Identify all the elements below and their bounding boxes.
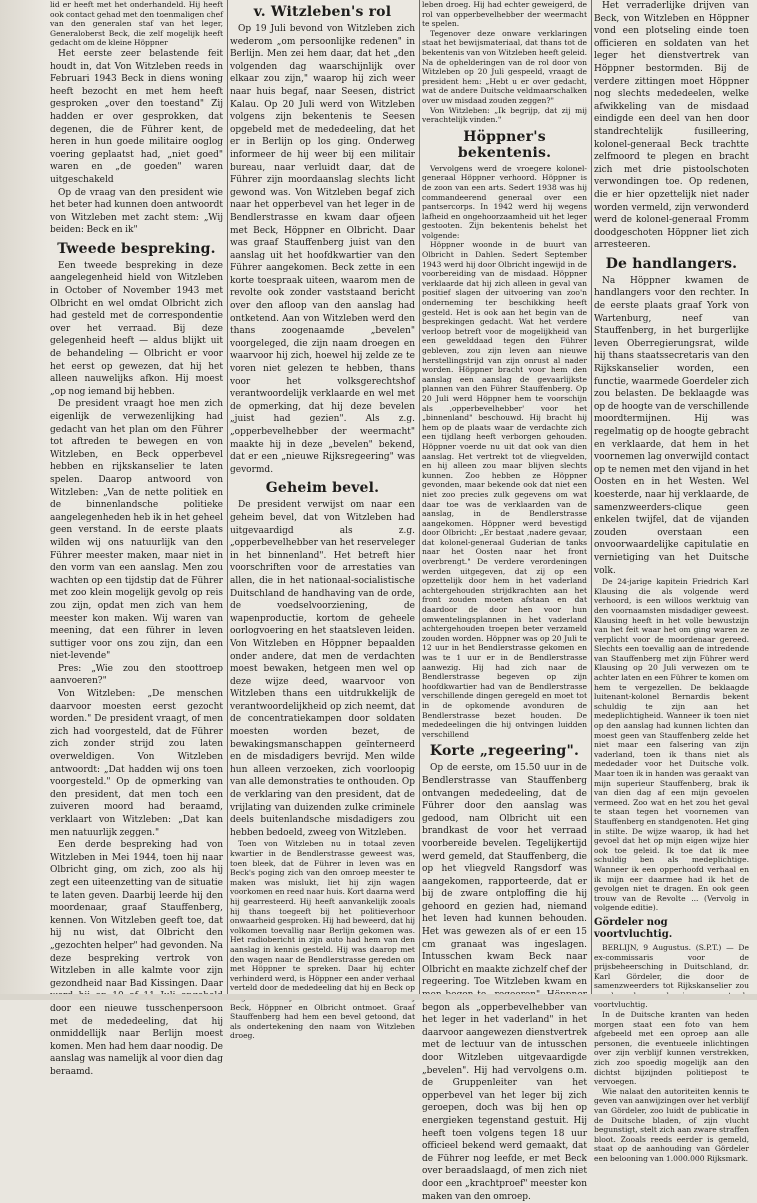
section-heading-handlangers: De handlangers. — [605, 255, 738, 272]
column-rule — [419, 0, 420, 1000]
article-paragraph: Op 19 Juli bevond von Witzleben zich wederom „om persoonlijke redenen" in Berlijn. Men zei hem daar, dat het „den volgenden dag waarschijnlijk over elkaar zou zijn," waarop hij zich weer naar huis begaf, naar Seesen, district Kalau. Op 20 Juli werd von Witzleben volgens zijn bekentenis te Seesen opgebeld met de mededeeling, dat het er in Berlijn op los ging. Onderweg informeer de hij weer bij een militair bureau, naar verluidt daar, dat de Führer zijn moordaanslag slechts licht gewond was. Von Witzleben begaf zich naar het opperbevel van het leger in de Bendlerstrasse en kwam daar ofjeen met Beck, Höppner en Olbricht. Daar was graaf Stauffenberg juist van den aanslag uit het hoofdkwartier van den Führer aangekomen. Beck zette in een korte toespraak uiteen, waarom men de revolte ook zonder vaststaand bericht over den afloop van den aanslag had ontketend. Aan von Witzleben werd den thans zoogenaamde „bevelen" voorgeleged, die zijn naam droegen en waarvoor hij zich, hoewel hij zelde ze te voren niet gelezen te hebben, thans voor het volksgerechtshof verantwoordelijk verklaarde en wel met de opmerking, dat hij deze bevelen „juist had gezien". Als z.g. „opperbevelhebber der weermacht" maakte hij in deze „bevelen" bekend, dat er een „nieuwe Rijksregeering" was gevormd. — [230, 24, 415, 475]
section-heading-korte-regeering: Korte „regeering". — [429, 743, 580, 760]
article-paragraph: Vervolgens werd de vroegere kolonel-generaal Höppner verhoord. Höppner is de zoon van een arts. Sedert 1938 was hij commandeerend generaal over een pantsercorps. In 1942 werd hij wegens lafheid en ongehoorzaamheid uit het leger gestooten. Zijn bekentenis behelst het volgende: — [422, 163, 587, 240]
article-paragraph: Het verraderlijke drijven van Beck, von Witzleben en Höppner vond een plotseling einde toen officieren en soldaten van het leger het dienstvertrek van Höppner bestormden. Bij de verdere zittingen moet Höppner nog slechts mededeelen, welke afwikkeling van de misdaad eindigde een deel van hen door standrechtelijk fusilleering, kolonel-generaal Beck trachtte zelfmoord te plegen en bracht zich met drie pistoolschoten verwondingen toe. Op redenen, die er hier opzettelijk niet nader worden vermeld, zijn verwonderd werd de kolonel-generaal Fromm doodgeschoten Höppner liet zich arresteeren. — [594, 1, 749, 251]
section-heading-geheim-bevel: Geheim bevel. — [265, 480, 380, 497]
article-paragraph: De president verwijst om naar een geheim bevel, dat von Witzleben had uitgevaardigd als z.g. „opperbevelhebber van het reserveleger in het binnenland". Het betreft hier voorschriften voor de arrestaties van allen, die in het nationaal-socialistische Duitschland de handhaving van de orde, de voedselvoorziening, de wapenproductie, kortom de geheele oorlogvoering en het staatsleven leiden. Von Witzleben en Höppner bepaalden onder andere, dat men de verdachten moest bewaken, hetgeen men wel op deze wijze deed, waarvoor von Witzleben thans een uitdrukkelijk de verantwoordelijkheid op zich neemt, dat de concentratiekampen door soldaten moesten worden bezet, de bewakingsmanschappen geïnterneerd en de misdadigers bevrijd. Men wilde hun alleen verzoeken, zich voorloopig van alle demonstraties te onthouden. Op de verklaring van den president, dat de vrijlating van duizenden zulke criminele deels buitenlandsche misdadigers zou hebben bedoeld, zweeg von Witzleben. — [230, 500, 415, 838]
article-paragraph: Höppner woonde in de buurt van Olbricht in Dahlen. Sedert September 1943 werd hij door Olbricht ingewijd in de voorbereiding van de misdaad. Höppner verklaarde dat hij zich alleen in geval van positief slagen der uitvoering van zoo'n onderneming ter beschikking heeft gesteld. Het is ook aan het begin van de besprekingen gedacht. Wat het verdere verloop betreft voor de mogelijkheid van een gewelddaad tegen den Führer gebleven, zou zijn leven aan nieuwe herstellingstrijd van zijn onrust al nader worden. Höppner bracht voor hem den aanslag een aanslag de gevaarlijkste plannen van den Führer Stauffenberg. Op 20 Juli werd Höppner hem te voorschijn als ‚opperbevelhebber' voor het „binnenland" beschouwd. Hij bracht hij hem op de plaats waar de verdachte zich een tijdlang heeft verborgen gehouden. Höppner voerde nu uit dat ook van dien aanslag. Het vertrekt tot de vliegvelden, en hij alleen zou maar blijven slechts kunnen. Zoo hebben ze Höppner gevonden, maar bekende ook dat niet een niet zoo precies zulk gegevens om wat daar toe was de verklaarden van de aanslag, in de Bendlerstrasse aangekomen. Höppner werd bevestigd door Olbricht: „Er bestaat ‚nadere gevaar, dat kolonel-generaal Guderian de tanks naar het Oosten naar het front overbrengt." De verdere verordeningen werden uitgegeven, dat zij op een opzettelijk door hem in het vaderland achtergehouden strijdkrachten aan het front zouden moeten afstaan en dat daardoor de door hen voor hun omwentelingsplannen in het vaderland achtergehouden troepen beter verzameld zouden worden. Höppner was op 20 Juli te 12 uur in het Bendlerstrasse gekomen en was te 1 uur er in de Bendlerstrasse aanwezig. Hij had zich naar de Bendlerstrasse begeven op zijn hoofdkwartier had van de Bendlerstrasse verschillende dingen geregeld en moet tot in de opkomende avonduren de Bendlerstrasse bezet houden. De mededeelingen die hij ontvingen luidden verschillend — [422, 240, 587, 739]
section-heading-hoppner-bekentenis: Höppner's bekentenis. — [457, 128, 552, 161]
section-heading-gordeler: Gördeler nog voortvluchtig. — [594, 916, 673, 940]
page-bottom-edge — [0, 994, 757, 1000]
column-3 — [422, 0, 590, 1202]
article-paragraph: Von Witzleben: „De menschen daarvoor moesten eerst gezocht worden." De president vraagt, of men zich had voorgesteld, dat de Führer zich zonder strijd zou laten overweldigen. Von Witzleben antwoordt: „Dat hadden wij ons toen voorgesteld." Op de opmerking van den president, dat men toch een zuiveren moord had beraamd, verklaart von Witzleben: „Dat kan men natuurlijk zeggen." — [50, 689, 223, 838]
article-paragraph: Het eerste zeer belastende feit houdt in, dat Von Witzleben reeds in Februari 1943 Beck in diens woning heeft bezocht en met hem heeft gesproken „over den toestand" Zij hadden er over gesprokken, dat degenen, die de Führer kent, de heren in hun goede militaire ooglog voering geplaatst had, „niet goed" waren en „de goeden" waren uitgeschakeld — [50, 48, 223, 185]
article-paragraph: lid er heeft met het onderhandeld. Hij heeft ook contact gehad met den toenmaligen chef van den generalen staf van het leger, Generaloberst Beck, die zelf mogelijk heeft gedacht om de kleine Höppner — [50, 0, 223, 48]
article-paragraph: De president vraagt hoe men zich eigenlijk de verwezenlijking had gedacht van het plan om den Führer tot aftreden te bewegen en von Witzleben, en Beck opperbevel hebben en rijkskanselier te laten spelen. Daarop antwoord von Witzleben: „Van de nette politiek en de binnenlandsche politieke aangelegenheden heb ik in het geheel geen verstand. In de eerste plaats wilden wij ons natuurlijk van den Führer meester maken, maar niet in den vorm van een aanslag. Men zou wachten op een tijdstip dat de Führer met zoo klein mogelijk gevolg op reis zou zijn, opdat men zich van hem meester kon maken. Wij waren van meening, dat een führer in leven suttiger voor ons zou zijn, dan een niet-levende" — [50, 399, 223, 662]
article-paragraph: Op de vraag van den president wie het beter had kunnen doen antwoordt von Witzleben met zacht stem: „Wij beiden: Beck en ik" — [50, 187, 223, 236]
section-heading-witzleben-rol: v. Witzleben's rol — [253, 4, 392, 20]
article-paragraph: leben droeg. Hij had echter geweigerd, de rol van opperbevelhebber der weermacht te spelen. — [422, 0, 587, 29]
page-margin — [0, 0, 48, 1000]
column-rule — [591, 0, 592, 1000]
article-paragraph: BERLIJN, 9 Augustus. (S.P.T.) — De ex-commissaris voor de prijsbeheersching in Duitschland, dr. Karl Gördeler, die door de samenzweerders tot Rijkskanselier zou voortvluchtig. — [594, 942, 749, 1010]
article-paragraph: Een derde bespreking had von Witzleben in Mei 1944, toen hij naar Olbricht ging, om zich, zoo als hij zegt een uiteenzetting van de situatie te laten geven. Daarbij leerde hij den moordenaar, graaf Stauffenberg, kennen. Von Witzleben geeft toe, dat hij nu wist, dat Olbricht den „gezochten helper" had gevonden. Na deze bespreking vertrok von Witzleben in alle kalmte voor zijn gezondheid naar Bad Kissingen. Daar door een nieuwe tusschenpersoon met de mededeeling, dat hij onmiddellijk naar Berlijn moest komen. Men had hem daar noodig. De aanslag was namelijk al voor dien dag beraamd. — [50, 840, 223, 1077]
column-4 — [594, 0, 751, 1163]
article-paragraph: Na Höppner kwamen de handlangers voor den rechter. In de eerste plaats graaf York von Wartenburg, neef van Stauffenberg, in het burgerlijke leven Oberregierungsrat, wilde hij thans staatssecretaris van den Rijkskanselier worden, een functie, waarmede Goerdeler zich zou belasten. De beklaagde was op de hoogte van de verschillende moordtermijnen. Hij was regelmatig op de hoogte gebracht en verklaarde, dat hem in het voornemen lag onverwijld contact op te nemen met den vijand in het Oosten en in het Westen. Wel koesterde, naar hij verklaarde, de samenzweerders-clique geen enkelen twijfel, dat de vijanden zouden overstaan een onvoorwaardelijke capitulatie en vernietiging van het Duitsche volk. — [594, 275, 749, 576]
article-paragraph: Wie nalaat den autoriteiten kennis te geven van aanwijzingen over het verblijf van Gördeler, zoo luidt de publicatie in de Duitsche bladen, of zijn vlucht begunstigt, stelt zich aan zware straffen bloot. Zooals reeds eerder is gemeld, staat op de aanhouding van Gördeler een belooning van 1.000.000 Rijksmark. — [594, 1086, 749, 1163]
column-1 — [50, 0, 226, 1077]
section-heading-tweede-bespreking: Tweede bespreking. — [57, 240, 216, 257]
article-paragraph: Von Witzleben: „Ik begrijp, dat zij mij verachtelijk vinden." — [422, 105, 587, 125]
article-paragraph: Een tweede bespreking in deze aangelegenheid hield von Witzleben in October of November 1943 met Olbricht en wel omdat Olbricht zich had gesteld met de correspondentie over het verraad. Bij deze gelegenheid heeft — aldus blijkt uit de behandeling — Olbricht er voor het eerst op gewezen, dat hij het alleen nauwelijks afkon. Hij moest „op nog iemand bij hebben. — [50, 260, 223, 397]
article-paragraph: Pres: „Wie zou den stoottroep aanvoeren?" — [50, 663, 223, 687]
column-rule — [227, 0, 228, 1000]
article-paragraph: Op de eerste, om 15.50 uur in de Bendlerstrasse van Stauffenberg ontvangen mededeeling, dat de Führer door den aanslag was gedood, nam Olbricht uit een brandkast de voor het verraad voorbereide bevelen. Tegelijkertijd werd gemeld, dat Stauffenberg, die op het vliegveld Rangsdorf was aangekomen, rapporteerde, dat er bij de zware ontploffing die hij gehoord en gezien had, niemand het leven had kunnen behouden. Het was gewezen als of er een 15 cm granaat was ingeslagen. Intusschen kwam Beck naar Olbricht en maakte zichzelf chef der regeering. Toe Witzleben kwam en begon als „opperbevelhebber van het leger in het vaderland" in het daarvoor aangewezen dienstvertrek met de lectuur van de intusschen door Witzleben uitgevaardigde „bevelen". Hij had vervolgens o.m. de Gruppenleiter van het opperbevel van het leger bij zich geroepen, doch was bij hen op energieken tegenstand gestuit. Hij heeft toen volgens tegen 18 uur officieel bekend werd gemaakt, dat de Führer nog leefde, er met Beck over beraadslaagd, of men zich niet door een „krachtproef" meester kon maken van den omroep. — [422, 763, 587, 1202]
article-paragraph: De 24-jarige kapitein Friedrich Karl Klausing die als volgende werd verhoord, is een willoos werktuig van den voornaamsten misdadiger geweest. Klausing heeft in het volle bewustzijn van het feit waar het om ging waren ze verplicht voor de moordenaar gereed. Slechts een toevallig aan de intredende van Stauffenberg met zijn Führer werd Klausing op 20 Juli verwezen om te achter laten en een Führer te komen om hem te vergezellen. De beklaagde luitenant-kolonel Bernardis bekent schuldig te zijn aan het medeplichtigheid. Wanneer ik toen niet op den aanslag had kunnen lichten dan moest geen van Stauffenberg zelde het niet maar een falsering van zijn vaderland, toen ik thans niet als mededader voor het Duitsche volk. Maar toen ik in handen was geraakt van mijn superieur Stauffenberg, brak ik van dien dag af een mijn gevoelen vermeed. Zoo wat en het zou het geval te staan tegen het voornemen van Stauffenberg en standgenoten. Het ging in stilte. De wijze waarop, ik had het gevoel dat het op mijn eigen wijze hier ook toe geleid. Ik toe dat ik mee schuldig ben als medeplichtige. Wanneer ik een opperhoofd verhaal en ik mijn eer daarmee had ik het de gevolgen niet te dragen. En ook geen trouw van de Revolte ... (Vervolg in volgende editie). — [594, 577, 749, 913]
article-paragraph: Toen von Witzleben nu in totaal zeven kwartier in de Bendlerstrasse geweest was, toen bleek, dat de Führer in leven was en Beck's poging zich van den omroep meester te maken was mislukt, liet hij zijn wagen voorkomen en reed naar huis. Kort daarna werd hij gearresteerd. Hij heeft aanvankelijk zooals hij thans toegeeft bij het politieverhoor onwaarheid gesproken. Hij had beweerd, dat hij volkomen toevallig naar Berlijn gekomen was. Het radiobericht in zijn auto had hem van den aanslag in kennis gesteld. Hij was daarop met den wagen naar de Bendlerstrasse gereden om met Höppner te spreken. Daar hij echter verhinderd werd, is Höppner een ander verhaal verteld door de mededeeling dat hij en Beck op Beck, Höppner en Olbricht ontmoet. Graaf Stauffenberg had hem een bevel getoond, dat als ondertekening den naam von Witzleben droeg. — [230, 839, 415, 1041]
article-paragraph: In de Duitsche kranten van heden morgen staat een foto van hem afgebeeld met een oproep aan alle personen, die eventueele inlichtingen over zijn verblijf kunnen verstrekken, zich zoo spoedig mogelijk aan den dichtst bijzijnden politiepost te vervoegen. — [594, 1010, 749, 1087]
column-2 — [230, 0, 418, 1041]
article-paragraph: Tegenover deze onware verklaringen staat het bewijsmateriaal, dat thans tot de bekentenis van von Witzleben heeft geleid. Na de ophelderingen van de rol door von Witzleben op 20 Juli gespeeld, vraagt de president hem: „Hebt u er over gedacht, wat de andere Duitsche veldmaarschalken over uw misdaad zouden zeggen?" — [422, 28, 587, 105]
